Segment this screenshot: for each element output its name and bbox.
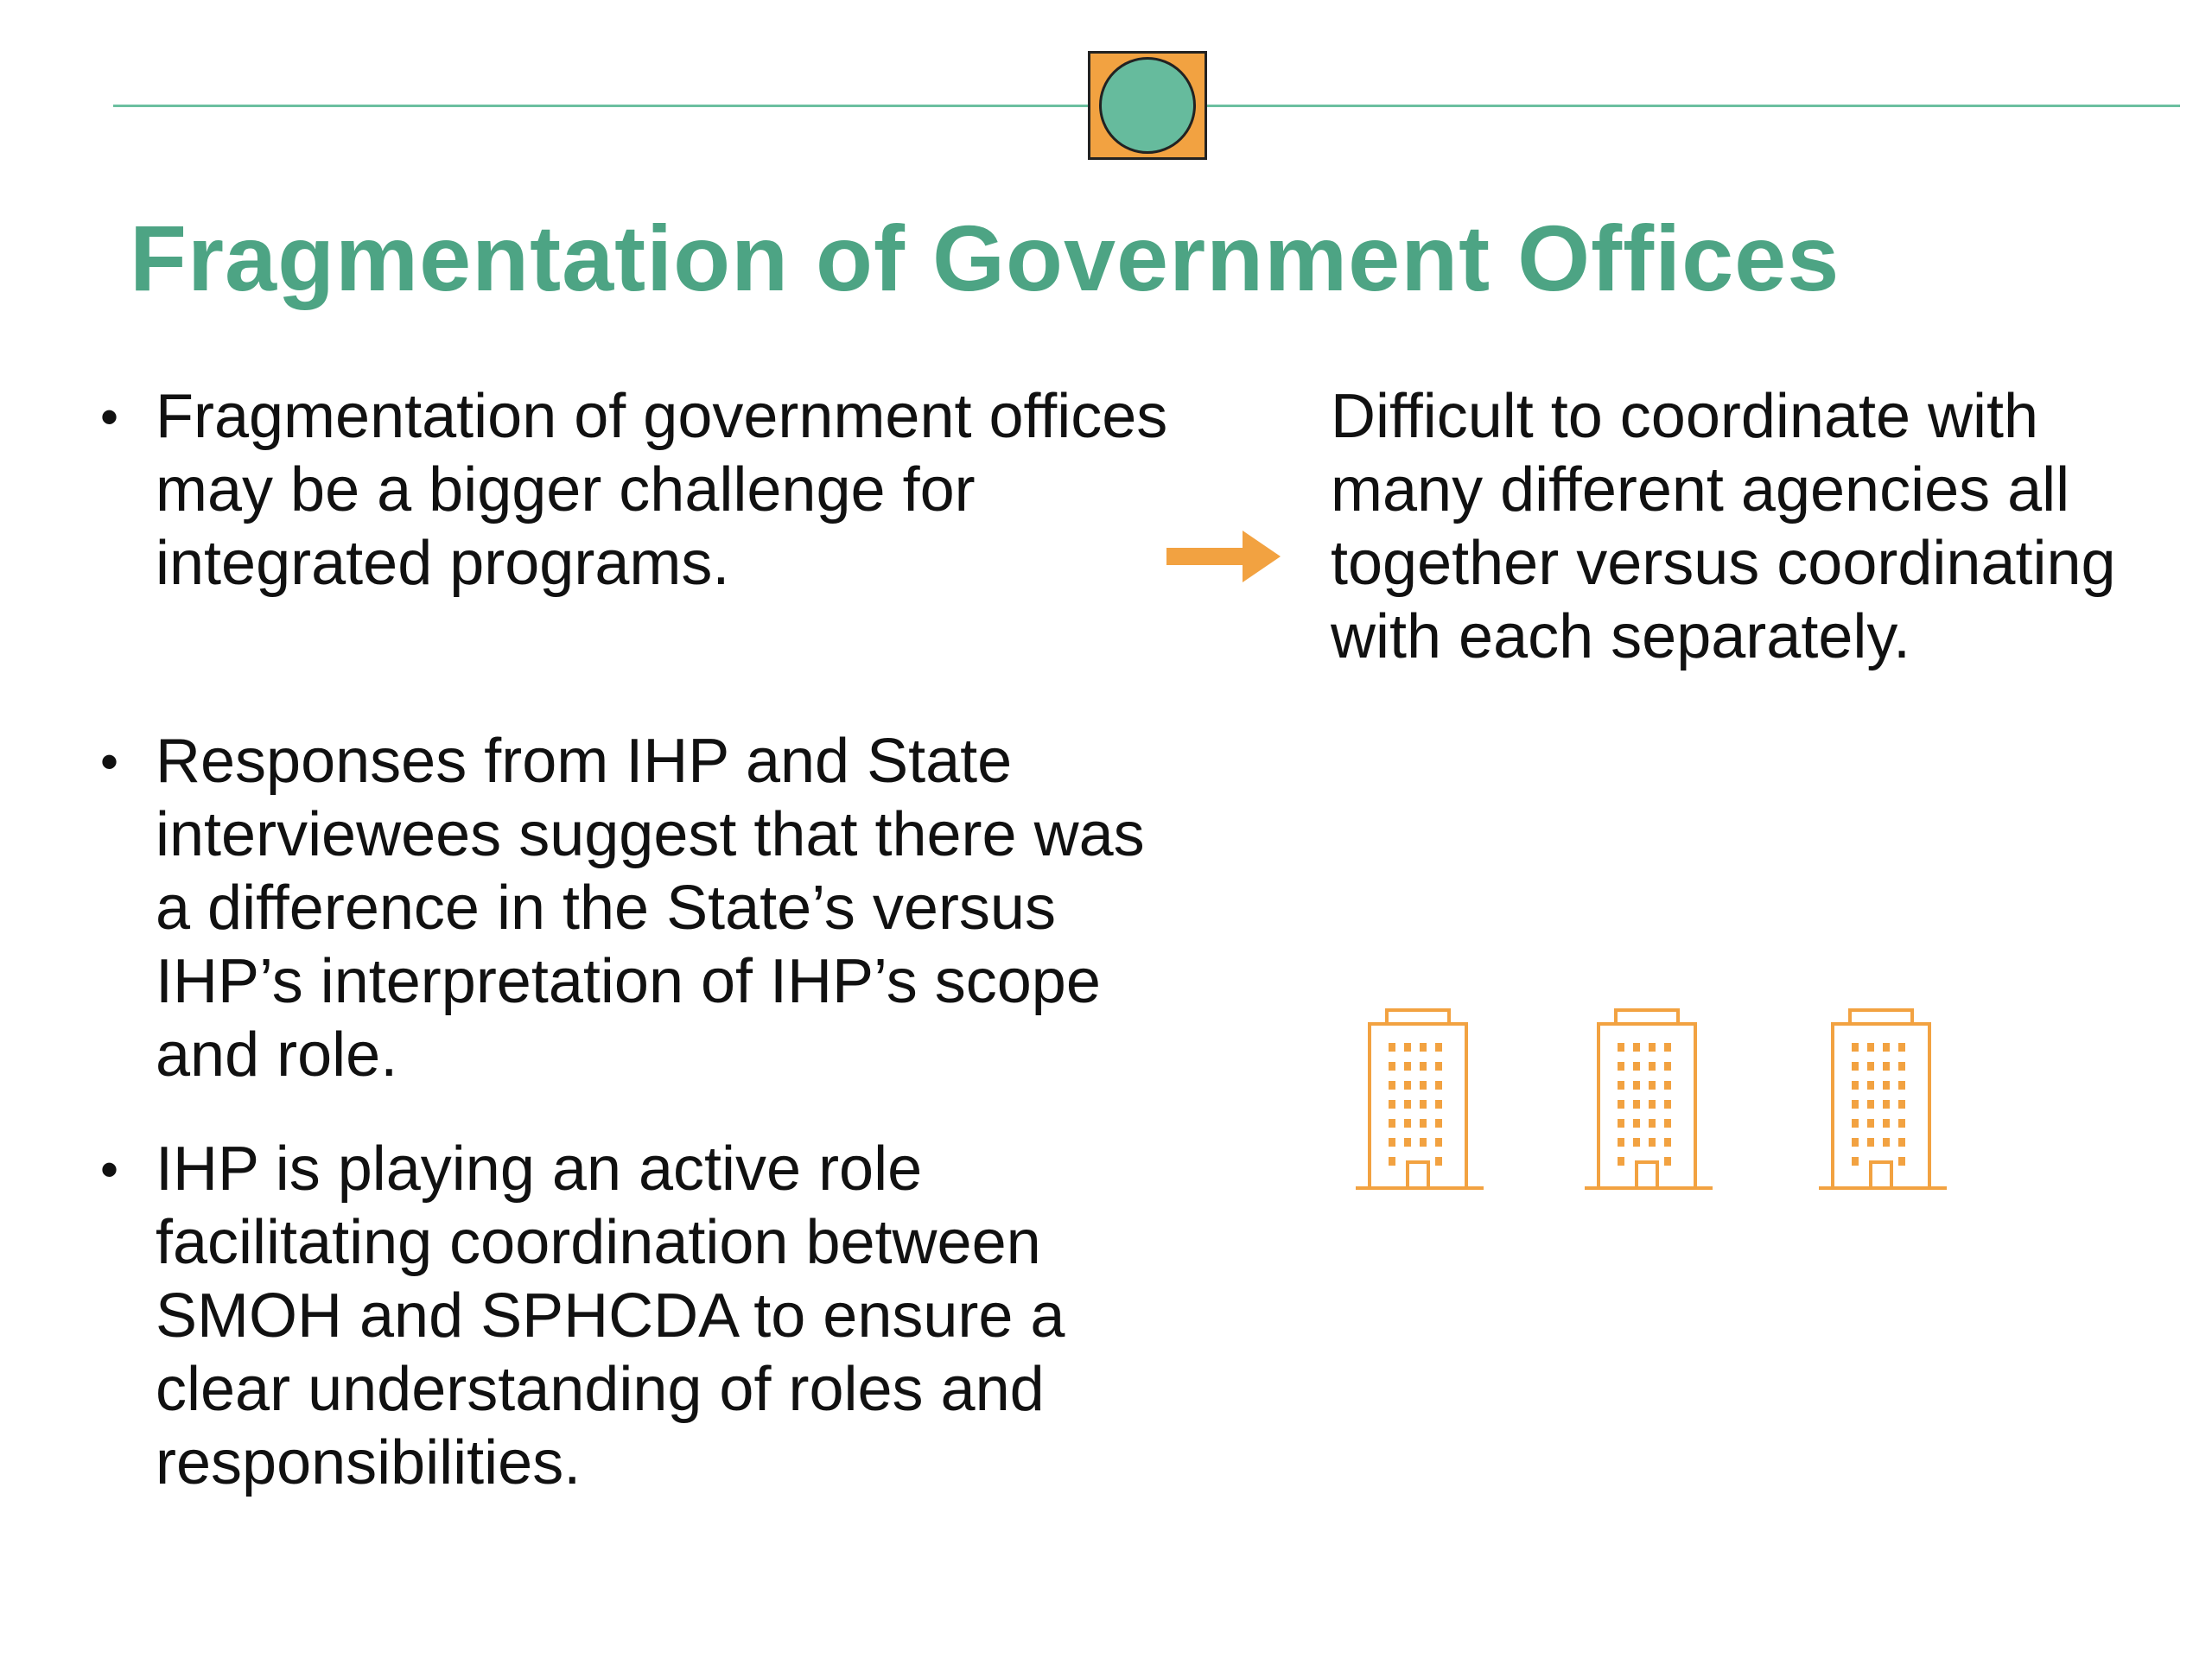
bullet-item: • Responses from IHP and State interviewees suggest that there was a difference in the State’s versus IHP’s interpretation of IHP’s scope and role.	[95, 725, 1184, 1092]
office-building-icon	[1354, 1007, 1485, 1192]
right-arrow-icon	[1166, 531, 1281, 582]
office-building-icon	[1583, 1007, 1714, 1192]
slide-title: Fragmentation of Government Offices	[130, 206, 1840, 310]
side-note: Difficult to coordinate with many different agencies all together versus coordinating with each separately.	[1331, 382, 2116, 671]
bullet-item: • IHP is playing an active role facilitating coordination between SMOH and SPHCDA to ensure a clear understanding of roles and responsibilities.	[95, 1133, 1184, 1500]
bullet-list	[95, 380, 1184, 1500]
office-building-icon	[1817, 1007, 1948, 1192]
bullet-item: • Fragmentation of government offices may be a bigger challenge for integrated programs.	[95, 380, 1184, 601]
square-circle-emblem-icon	[1088, 51, 1207, 160]
emblem-circle	[1099, 57, 1196, 154]
